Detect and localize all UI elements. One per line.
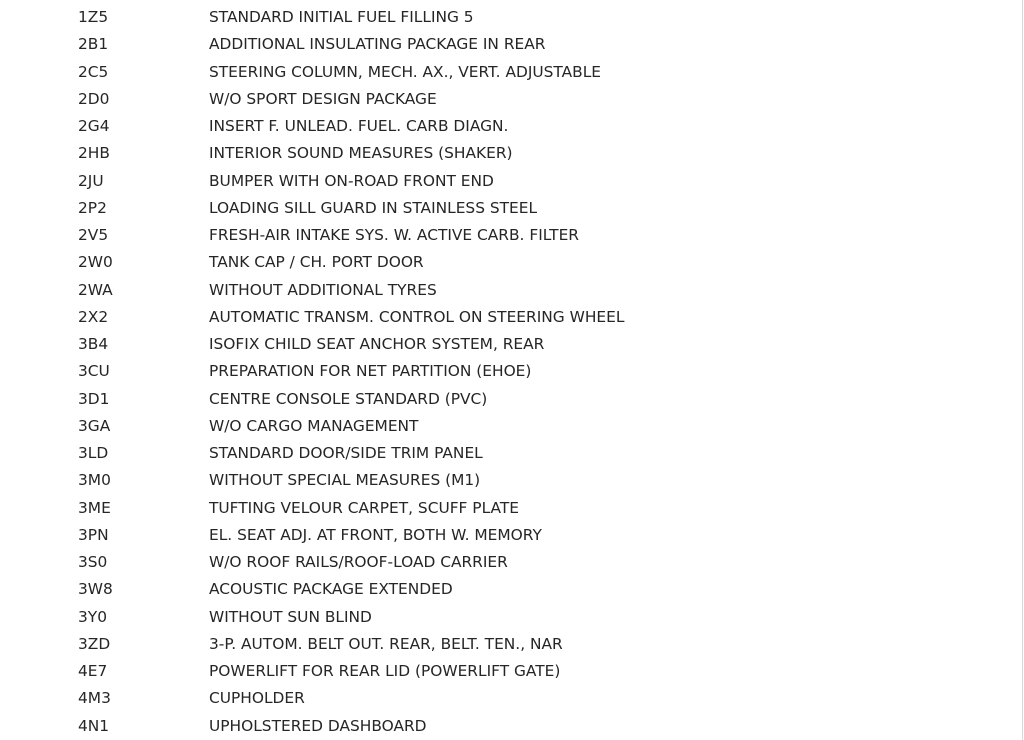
list-item [0, 195, 1020, 222]
list-item [0, 31, 1020, 58]
option-description: W/O CARGO MANAGEMENT [209, 416, 419, 435]
option-description: 3-P. AUTOM. BELT OUT. REAR, BELT. TEN., NAR [209, 634, 563, 653]
option-code: 2X2 [78, 307, 109, 326]
option-description: ACOUSTIC PACKAGE EXTENDED [209, 580, 453, 599]
option-description: W/O SPORT DESIGN PACKAGE [209, 89, 437, 108]
option-code: 2JU [78, 171, 104, 190]
list-item [0, 495, 1020, 522]
option-description: TUFTING VELOUR CARPET, SCUFF PLATE [209, 498, 519, 517]
option-code: 1Z5 [78, 8, 109, 26]
option-code: 4M3 [78, 689, 111, 708]
list-item [0, 386, 1020, 413]
option-code: 3GA [78, 416, 111, 435]
list-item [0, 522, 1020, 549]
option-code: 3W8 [78, 580, 113, 599]
option-description: WITHOUT SPECIAL MEASURES (M1) [209, 471, 481, 490]
option-description: FRESH-AIR INTAKE SYS. W. ACTIVE CARB. FILTER [209, 226, 580, 244]
option-code: 4N1 [78, 716, 110, 735]
option-description: STEERING COLUMN, MECH. AX., VERT. ADJUSTABLE [209, 62, 602, 81]
option-description: POWERLIFT FOR REAR LID (POWERLIFT GATE) [209, 662, 561, 680]
list-item [0, 86, 1020, 113]
option-description: AUTOMATIC TRANSM. CONTROL ON STEERING WHEEL [209, 307, 625, 326]
option-code: 3S0 [78, 553, 108, 571]
option-code-list [0, 4, 1020, 740]
option-code: 3CU [78, 362, 110, 381]
list-item [0, 249, 1020, 276]
option-code: 2C5 [78, 62, 109, 81]
list-item [0, 331, 1020, 358]
option-description: CENTRE CONSOLE STANDARD (PVC) [209, 389, 488, 408]
option-code: 3B4 [78, 335, 109, 353]
option-description: STANDARD INITIAL FUEL FILLING 5 [209, 8, 474, 26]
list-item [0, 358, 1020, 385]
option-description: INSERT F. UNLEAD. FUEL. CARB DIAGN. [209, 117, 509, 135]
list-item [0, 59, 1020, 86]
option-code: 3ZD [78, 634, 111, 653]
option-description: EL. SEAT ADJ. AT FRONT, BOTH W. MEMORY [209, 525, 542, 544]
option-description: LOADING SILL GUARD IN STAINLESS STEEL [209, 198, 538, 217]
option-description: INTERIOR SOUND MEASURES (SHAKER) [209, 144, 513, 163]
option-code: 3LD [78, 444, 109, 462]
option-code: 2HB [78, 144, 110, 163]
option-code: 2B1 [78, 35, 109, 54]
option-code: 4E7 [78, 662, 108, 680]
option-description: ISOFIX CHILD SEAT ANCHOR SYSTEM, REAR [209, 335, 545, 353]
list-item [0, 685, 1020, 712]
list-item [0, 140, 1020, 167]
option-code: 2WA [78, 280, 113, 299]
option-description: TANK CAP / CH. PORT DOOR [209, 253, 424, 272]
list-item [0, 604, 1020, 631]
page-edge-rule [1022, 0, 1023, 740]
list-item [0, 576, 1020, 603]
option-code: 3Y0 [78, 607, 107, 626]
list-item [0, 222, 1020, 249]
option-description: BUMPER WITH ON-ROAD FRONT END [209, 171, 494, 190]
option-code: 3M0 [78, 471, 111, 490]
list-item [0, 277, 1020, 304]
option-code: 2D0 [78, 89, 110, 108]
option-code: 2V5 [78, 226, 109, 244]
option-code: 2W0 [78, 253, 113, 272]
option-description: UPHOLSTERED DASHBOARD [209, 716, 427, 735]
option-code: 3D1 [78, 389, 110, 408]
option-description: STANDARD DOOR/SIDE TRIM PANEL [209, 444, 483, 462]
list-item [0, 467, 1020, 494]
option-code: 3ME [78, 498, 111, 517]
option-description: ADDITIONAL INSULATING PACKAGE IN REAR [209, 35, 546, 54]
list-item [0, 168, 1020, 195]
list-item [0, 304, 1020, 331]
option-description: WITHOUT ADDITIONAL TYRES [209, 280, 437, 299]
list-item [0, 631, 1020, 658]
list-item [0, 4, 1020, 31]
list-item [0, 113, 1020, 140]
option-description: PREPARATION FOR NET PARTITION (EHOE) [209, 362, 532, 381]
option-code: 2P2 [78, 198, 107, 217]
list-item [0, 440, 1020, 467]
list-item [0, 658, 1020, 685]
list-item [0, 713, 1020, 740]
list-item [0, 549, 1020, 576]
option-description: CUPHOLDER [209, 689, 305, 708]
option-code: 2G4 [78, 117, 110, 135]
option-description: WITHOUT SUN BLIND [209, 607, 372, 626]
list-item [0, 413, 1020, 440]
option-code: 3PN [78, 525, 109, 544]
option-description: W/O ROOF RAILS/ROOF-LOAD CARRIER [209, 553, 508, 571]
